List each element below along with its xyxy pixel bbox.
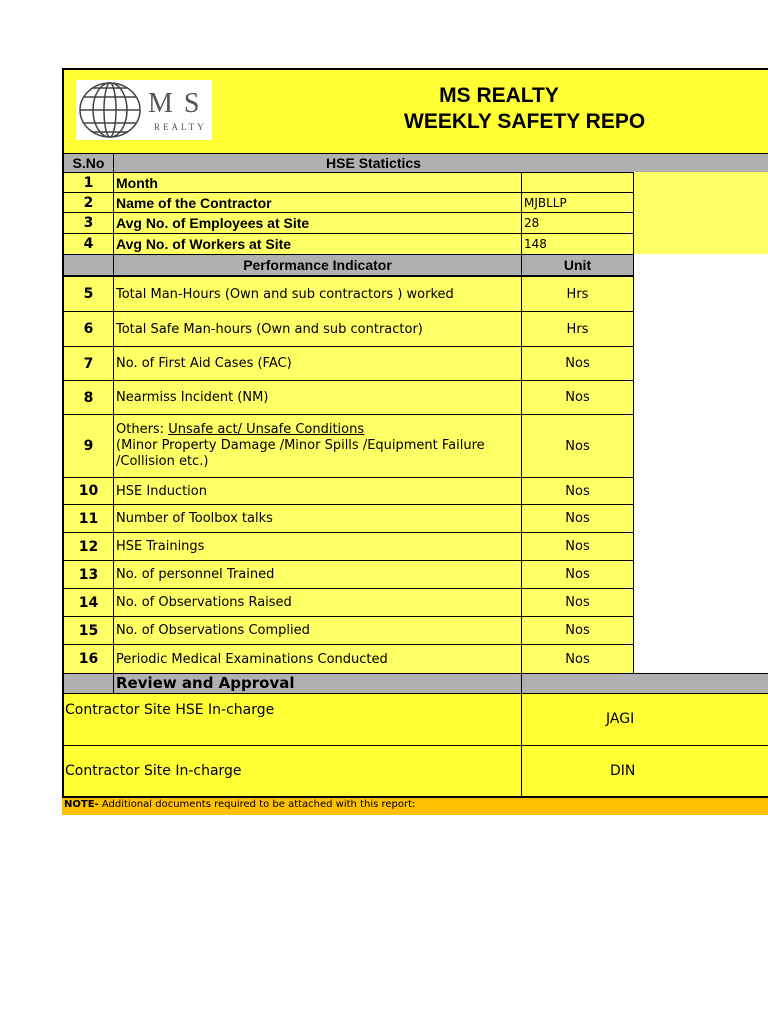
- indicator-unit: Nos: [521, 617, 634, 644]
- indicator-unit: Nos: [521, 347, 634, 380]
- indicator-row: [62, 560, 634, 588]
- indicator-number: 13: [78, 566, 99, 583]
- indicator-label-line2: (Minor Property Damage /Minor Spills /Equipment Failure: [116, 438, 485, 453]
- indicator-label: No. of personnel Trained: [116, 567, 275, 582]
- indicator-row: [62, 477, 634, 504]
- stats-row-label: Name of the Contractor: [113, 193, 521, 212]
- indicator-label-cell: [113, 381, 521, 414]
- indicator-number: 15: [78, 622, 99, 639]
- indicator-number: 11: [78, 510, 99, 527]
- indicator-number: 6: [83, 321, 94, 337]
- indicator-unit: Nos: [521, 381, 634, 414]
- note-prefix: NOTE-: [64, 799, 99, 810]
- stats-row-label: Avg No. of Workers at Site: [113, 234, 521, 254]
- indicator-label: Nearmiss Incident (NM): [116, 390, 269, 405]
- review-role-2: Contractor Site In-charge: [65, 763, 242, 779]
- indicator-label-cell: [113, 277, 521, 311]
- indicator-number: 8: [83, 389, 94, 406]
- review-title: [113, 673, 521, 693]
- indicator-number: 16: [78, 651, 99, 667]
- indicator-unit: Nos: [521, 533, 634, 560]
- indicator-label-cell: [113, 533, 521, 560]
- indicator-number: 5: [83, 286, 94, 302]
- indicator-row: [62, 414, 634, 477]
- indicator-label: No. of Observations Complied: [116, 623, 310, 638]
- indicator-unit: Nos: [521, 589, 634, 616]
- stats-row-number: 1: [83, 174, 94, 191]
- review-header-divider: [521, 673, 522, 693]
- indicator-unit: Nos: [521, 478, 634, 504]
- indicator-unit: Nos: [521, 415, 634, 477]
- indicator-row: [62, 644, 634, 673]
- stats-row-number: 4: [83, 236, 94, 252]
- indicator-label: HSE Induction: [116, 483, 207, 499]
- indicator-unit: Nos: [521, 505, 634, 532]
- indicator-number: 12: [78, 538, 99, 555]
- indicator-label-cell: [113, 561, 521, 588]
- indicator-label-cell: [113, 312, 521, 346]
- indicator-number: 10: [78, 483, 99, 499]
- stats-row-value: MJBLLP: [521, 193, 634, 212]
- review-name-1: JAGI: [606, 711, 635, 727]
- indicator-row: [62, 616, 634, 644]
- indicator-label: Number of Toolbox talks: [116, 511, 273, 526]
- review-role-1: Contractor Site HSE In-charge: [65, 702, 275, 718]
- company-title: MS REALTY: [439, 84, 559, 107]
- indicator-label-cell: [113, 478, 521, 504]
- logo-text-small: REALTY: [154, 122, 207, 132]
- indicator-label-cell: [113, 347, 521, 380]
- indicator-label: Periodic Medical Examinations Conducted: [116, 651, 388, 667]
- indicator-number: 9: [83, 438, 94, 454]
- indicator-label-prefix: Others:: [116, 422, 169, 437]
- logo-text-big: M S: [148, 88, 202, 119]
- company-name: [404, 84, 594, 108]
- indicator-label-cell: [113, 589, 521, 616]
- indicator-unit: Nos: [521, 645, 634, 673]
- stats-row: [62, 233, 634, 254]
- indicator-row: [62, 380, 634, 414]
- stats-row-label: Avg No. of Employees at Site: [113, 213, 521, 233]
- note-text: Additional documents required to be attached with this report:: [98, 799, 416, 810]
- stats-row-number: 3: [83, 215, 94, 231]
- indicator-row: [62, 504, 634, 532]
- stats-row-number: 2: [83, 194, 94, 211]
- indicator-unit: Nos: [521, 561, 634, 588]
- hse-statistics-header: HSE Statictics: [113, 153, 633, 172]
- review-name-2: DIN: [610, 763, 636, 779]
- stats-row-label: Month: [113, 173, 521, 192]
- indicator-label-line3: /Collision etc.): [116, 454, 209, 469]
- indicator-row: [62, 276, 634, 311]
- indicator-unit: Hrs: [521, 312, 634, 346]
- indicator-label: Total Man-Hours (Own and sub contractors ) worked: [116, 286, 454, 302]
- sno-header: S.No: [72, 154, 105, 171]
- stats-row-value: 28: [521, 213, 634, 233]
- indicator-number: 7: [83, 355, 94, 372]
- note-bar: [62, 798, 768, 815]
- review-divider-2: [521, 745, 522, 798]
- performance-indicator-header: Performance Indicator: [113, 254, 521, 276]
- indicator-label-cell: [113, 617, 521, 644]
- indicator-label: No. of Observations Raised: [116, 595, 292, 610]
- indicator-row: [62, 346, 634, 380]
- indicator-label: HSE Trainings: [116, 539, 205, 554]
- unit-header: Unit: [521, 254, 634, 276]
- indicator-label-cell: [113, 415, 521, 477]
- stats-row: [62, 212, 634, 233]
- indicator-row: [62, 311, 634, 346]
- indicator-label: No. of First Aid Cases (FAC): [116, 356, 292, 371]
- indicator-label: Total Safe Man-hours (Own and sub contractor): [116, 321, 423, 337]
- indicator-number: 14: [78, 594, 99, 611]
- indicator-label-underlined: Unsafe act/ Unsafe Conditions: [168, 422, 365, 437]
- stats-row-value: [521, 173, 634, 192]
- indicator-label-cell: [113, 645, 521, 673]
- indicator-row: [62, 588, 634, 616]
- indicator-row: [62, 532, 634, 560]
- indicator-label-cell: [113, 505, 521, 532]
- stats-row: [62, 172, 634, 192]
- review-row-1: [62, 693, 768, 745]
- stats-row-value: 148: [521, 234, 634, 254]
- report-title-wrap: [392, 110, 652, 138]
- review-title-text: Review and Approval: [116, 674, 295, 692]
- company-logo: [76, 80, 212, 140]
- right-overflow-panel: [634, 172, 768, 254]
- stats-row: [62, 192, 634, 212]
- indicator-unit: Hrs: [521, 277, 634, 311]
- review-divider-1: [521, 693, 522, 745]
- report-title: WEEKLY SAFETY REPO: [404, 110, 646, 133]
